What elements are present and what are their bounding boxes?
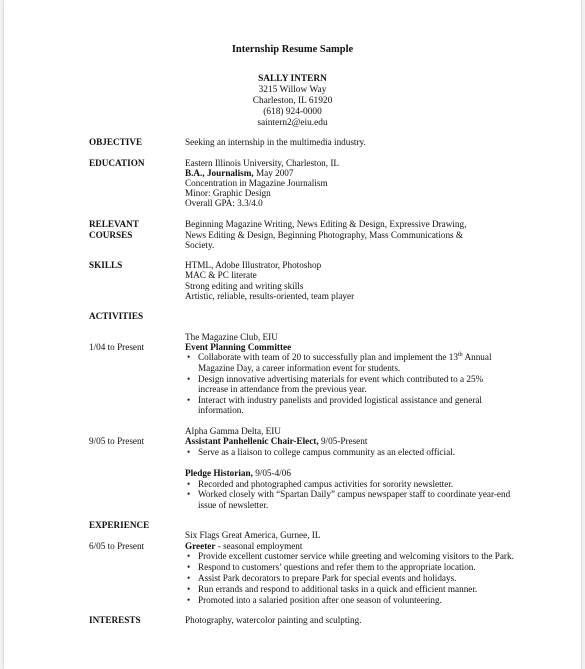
objective-text: Seeking an internship in the multimedia industry.	[185, 137, 366, 147]
skills-line-2: MAC & PC literate	[185, 270, 257, 280]
activity-1-bullet-2-line-1: Design innovative advertising materials for event which contributed to a 25%	[198, 374, 484, 384]
activity-3-bullet-2-line-1: Worked closely with “Spartan Daily” campus newspaper staff to coordinate year-end	[198, 489, 511, 499]
bullet-icon: •	[187, 573, 191, 583]
bullet-icon: •	[187, 374, 191, 384]
education-minor: Minor: Graphic Design	[185, 188, 271, 198]
role-title: Greeter	[185, 541, 216, 551]
experience-bullet-3: Assist Park decorators to prepare Park for special events and holidays.	[198, 573, 457, 583]
courses-line-2: News Editing & Design, Beginning Photography, Mass Communications &	[185, 230, 464, 240]
activity-1-org: The Magazine Club, EIU	[185, 332, 278, 342]
bullet-icon: •	[187, 479, 191, 489]
activity-1-role: Event Planning Committee	[185, 342, 292, 352]
superscript: th	[458, 351, 463, 358]
candidate-name: SALLY INTERN	[258, 74, 327, 84]
activity-1-bullet-2-line-2: increase in attendance from the previous year.	[198, 384, 367, 394]
courses-heading-1: RELEVANT	[89, 219, 139, 229]
experience-bullet-1: Provide excellent customer service while greeting and welcoming visitors to the Park.	[198, 551, 514, 561]
activity-3-role	[185, 468, 291, 479]
activity-2-org: Alpha Gamma Delta, EIU	[185, 426, 281, 436]
skills-heading: SKILLS	[89, 260, 123, 270]
phone: (618) 924-0000	[263, 107, 322, 117]
experience-bullet-4: Run errands and respond to additional tasks in a quick and efficient manner.	[198, 584, 478, 594]
role-dates: 9/05-Present	[318, 436, 368, 446]
activity-1-bullet-3-line-1: Interact with industry panelists and provided logistical assistance and general	[198, 395, 482, 405]
experience-heading: EXPERIENCE	[89, 520, 150, 530]
activity-3-bullet-2-line-2: issue of newsletter.	[198, 500, 269, 510]
activities-heading: ACTIVITIES	[89, 311, 144, 321]
role-title: Pledge Historian,	[185, 468, 253, 478]
document-title: Internship Resume Sample	[231, 44, 354, 55]
education-school: Eastern Illinois University, Charleston, IL	[185, 158, 340, 168]
courses-heading-2: COURSES	[89, 230, 133, 240]
bullet-icon: •	[187, 551, 191, 561]
address-line-2: Charleston, IL 61920	[252, 96, 333, 106]
education-gpa: Overall GPA: 3.3/4.0	[185, 198, 263, 208]
experience-bullet-5: Promoted into a salaried position after one season of volunteering.	[198, 595, 442, 605]
bullet-text: Annual	[462, 352, 492, 362]
education-concentration: Concentration in Magazine Journalism	[185, 178, 328, 188]
activity-2-date: 9/05 to Present	[89, 436, 145, 446]
bullet-icon: •	[187, 395, 191, 405]
activity-1-bullet-1-line-1	[198, 352, 492, 363]
bullet-text: Collaborate with team of 20 to successfully plan and implement the 13	[198, 352, 458, 362]
skills-line-4: Artistic, reliable, results-oriented, team player	[185, 291, 355, 301]
activity-3-bullet-1: Recorded and photographed campus activities for sorority newsletter.	[198, 479, 454, 489]
skills-line-1: HTML, Adobe Illustrator, Photoshop	[185, 260, 322, 270]
courses-line-1: Beginning Magazine Writing, News Editing & Design, Expressive Drawing,	[185, 219, 467, 229]
bullet-icon: •	[187, 489, 191, 499]
courses-line-3: Society.	[185, 240, 215, 250]
degree-name: B.A., Journalism,	[185, 168, 254, 178]
activity-1-bullet-3-line-2: information.	[198, 405, 244, 415]
activity-1-date: 1/04 to Present	[89, 342, 145, 352]
skills-line-3: Strong editing and writing skills	[185, 281, 304, 291]
address-line-1: 3215 Willow Way	[258, 85, 327, 95]
bullet-icon: •	[187, 584, 191, 594]
role-dates: 9/05-4/06	[252, 468, 291, 478]
objective-heading: OBJECTIVE	[89, 137, 143, 147]
activity-2-bullet-1: Serve as a liaison to college campus community as an elected official.	[198, 447, 455, 457]
bullet-icon: •	[187, 447, 191, 457]
degree-date: May 2007	[253, 168, 294, 178]
bullet-icon: •	[187, 562, 191, 572]
role-type: - seasonal employment	[215, 541, 303, 551]
activity-2-role	[185, 436, 367, 447]
bullet-icon: •	[187, 352, 191, 362]
education-heading: EDUCATION	[89, 158, 145, 168]
interests-text: Photography, watercolor painting and sculpting.	[185, 615, 362, 625]
role-title: Assistant Panhellenic Chair-Elect,	[185, 436, 319, 446]
experience-company: Six Flags Great America, Gurnee, IL	[185, 530, 321, 540]
email: saintern2@eiu.edu	[257, 118, 328, 128]
experience-bullet-2: Respond to customers’ questions and refer them to the appropriate location.	[198, 562, 476, 572]
experience-date: 6/05 to Present	[89, 541, 145, 551]
activity-1-bullet-1-line-2: Magazine Day, a career information event for students.	[198, 363, 401, 373]
interests-heading: INTERESTS	[89, 615, 141, 625]
bullet-icon: •	[187, 595, 191, 605]
